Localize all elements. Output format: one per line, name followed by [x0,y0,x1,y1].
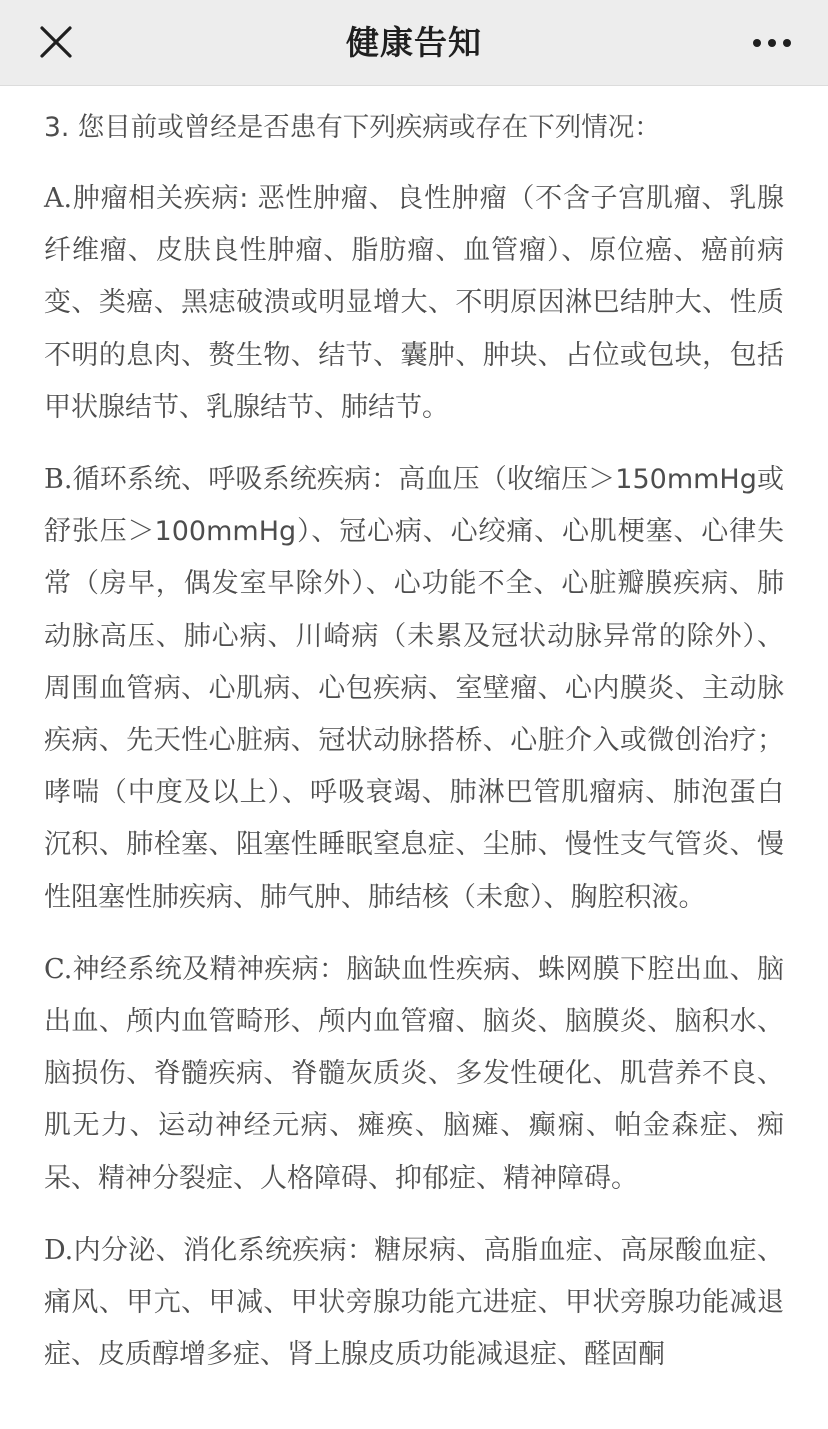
section-a-text: 肿瘤相关疾病: 恶性肿瘤、良性肿瘤（不含子宫肌瘤、乳腺纤维瘤、皮肤良性肿瘤、脂肪瘤、血管瘤）、原位癌、癌前病变、类癌、黑痣破溃或明显增大、不明原因淋巴结肿大、性质不明的息肉、赘生物、结节、囊肿、肿块、占位或包块，包括甲状腺结节、乳腺结节、肺结节。 [44,183,784,423]
section-b-text: 循环系统、呼吸系统疾病：高血压（收缩压＞150mmHg或舒张压＞100mmHg）、冠心病、心绞痛、心肌梗塞、心律失常（房早，偶发室早除外）、心功能不全、心脏瓣膜疾病、肺动脉高压、肺心病、川崎病（未累及冠状动脉异常的除外）、周围血管病、心肌病、心包疾病、室壁瘤、心内膜炎、主动脉疾病、先天性心脏病、冠状动脉搭桥、心脏介入或微创治疗；哮喘（中度及以上）、呼吸衰竭、肺淋巴管肌瘤病、肺泡蛋白沉积、肺栓塞、阻塞性睡眠窒息症、尘肺、慢性支气管炎、慢性阻塞性肺疾病、肺气肿、肺结核（未愈）、胸腔积液。 [44,464,784,913]
more-icon [748,24,796,62]
section-c-prefix: C. [44,953,73,985]
section-b [44,454,784,924]
section-a-prefix: A. [44,183,73,214]
section-c [44,944,784,1205]
section-d-prefix: D. [44,1234,74,1266]
section-d-text: 内分泌、消化系统疾病：糖尿病、高脂血症、高尿酸血症、痛风、甲亢、甲减、甲状旁腺功能亢进症、甲状旁腺功能减退症、皮质醇增多症、肾上腺皮质功能减退症、醛固酮 [44,1234,784,1371]
question-text: 3. 您目前或曾经是否患有下列疾病或存在下列情况： [44,112,661,143]
page-title: 健康告知 [346,23,482,62]
section-d [44,1225,784,1382]
more-button[interactable] [748,24,796,62]
section-b-prefix: B. [44,464,73,496]
nav-bar [0,0,828,86]
section-a [44,173,784,434]
health-notice-content [44,108,784,1401]
section-c-text: 神经系统及精神疾病：脑缺血性疾病、蛛网膜下腔出血、脑出血、颅内血管畸形、颅内血管瘤、脑炎、脑膜炎、脑积水、脑损伤、脊髓疾病、脊髓灰质炎、多发性硬化、肌营养不良、肌无力、运动神经元病、瘫痪、脑瘫、癫痫、帕金森症、痴呆、精神分裂症、人格障碍、抑郁症、精神障碍。 [44,953,784,1194]
